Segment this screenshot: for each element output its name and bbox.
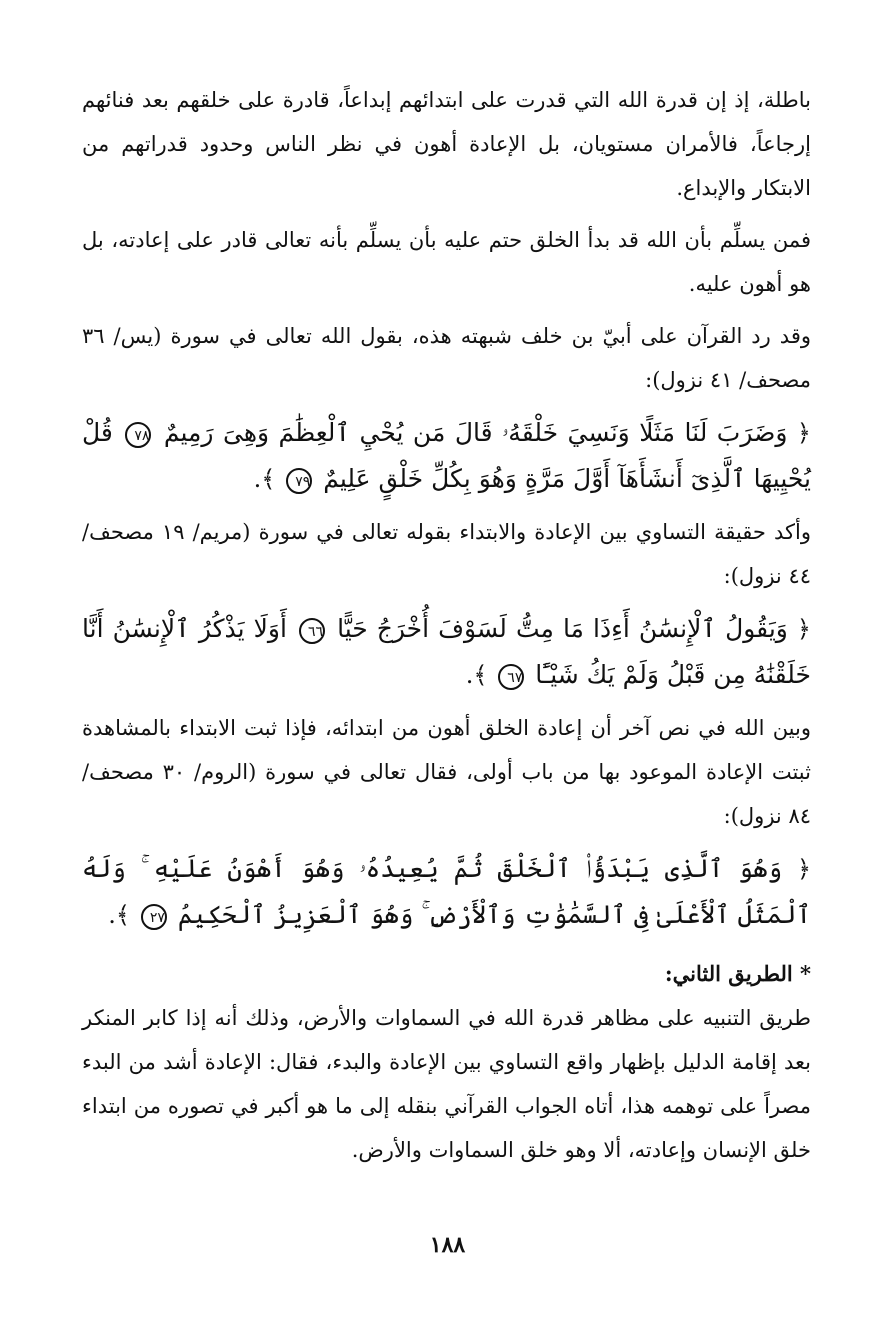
ayah-number-marker: ٢٧ — [141, 904, 167, 930]
verse-open-bracket: ﴿ — [796, 855, 811, 883]
verse-open-bracket: ﴿ — [796, 615, 811, 643]
verse-open-bracket: ﴿ — [796, 419, 811, 447]
verse-close-bracket: ﴾. — [465, 661, 488, 689]
verse-text: وَيَقُولُ ٱلْإِنسَٰنُ أَءِذَا مَا مِتُّ لَسَوْفَ أُخْرَجُ حَيًّا — [337, 614, 788, 643]
ayah-number-marker: ٦٧ — [498, 664, 524, 690]
verse-text: قُلْ يُحْيِيهَا ٱلَّذِىٓ أَنشَأَهَآ أَوَّلَ مَرَّةٍ وَهُوَ بِكُلِّ خَلْقٍ عَلِيمٌ — [82, 418, 811, 493]
paragraph-6: طريق التنبيه على مظاهر قدرة الله في السماوات والأرض، وذلك أنه إذا كابر المنكر بعد إقامة الدليل بإظهار واقع التساوي بين الإعادة والبدء، فقال: الإعادة أشد من البدء مصراً على توهمه هذا، أتاه الجواب القرآني بنقله إلى ما هو أكبر في تصوره من ابتداء خلق الإنسان وإعادته، ألا وهو خلق السماوات والأرض. — [82, 1006, 811, 1162]
page-number: ١٨٨ — [429, 1232, 466, 1258]
ayah-number-marker: ٧٩ — [286, 468, 312, 494]
verse-text: وَهُوَ ٱلَّذِى يَبْدَؤُا۟ ٱلْخَلْقَ ثُمَّ يُعِيدُهُۥ وَهُوَ أَهْوَنُ عَلَيْهِ ۚ وَلَهُ ٱلْمَثَلُ ٱلْأَعْلَىٰ فِى ٱلسَّمَٰوَٰتِ وَٱلْأَرْضِ ۚ وَهُوَ ٱلْعَزِيزُ ٱلْحَكِيمُ — [82, 854, 811, 929]
verse-close-bracket: ﴾. — [253, 465, 276, 493]
section-heading: * الطريق الثاني: — [664, 961, 811, 986]
verse-text: وَضَرَبَ لَنَا مَثَلًا وَنَسِيَ خَلْقَهُۥ قَالَ مَن يُحْيِ ٱلْعِظَٰمَ وَهِىَ رَمِيمٌ — [163, 418, 788, 447]
ayah-number-marker: ٧٨ — [125, 422, 151, 448]
quran-verse-maryam — [82, 606, 811, 698]
paragraph-4: وأكد حقيقة التساوي بين الإعادة والابتداء بقوله تعالى في سورة (مريم/ ١٩ مصحف/ ٤٤ نزول): — [82, 520, 811, 588]
paragraph-5: وبين الله في نص آخر أن إعادة الخلق أهون من ابتدائه، فإذا ثبت الابتداء بالمشاهدة ثبتت الإعادة الموعود بها من باب أولى، فقال تعالى في سورة (الروم/ ٣٠ مصحف/ ٨٤ نزول): — [82, 716, 811, 828]
verse-close-bracket: ﴾. — [108, 901, 130, 929]
quran-verse-rum — [82, 846, 811, 938]
verse-text: أَوَلَا يَذْكُرُ ٱلْإِنسَٰنُ أَنَّا خَلَقْنَٰهُ مِن قَبْلُ وَلَمْ يَكُ شَيْـًٔا — [82, 614, 811, 689]
ayah-number-marker: ٦٦ — [299, 618, 325, 644]
paragraph-3: وقد رد القرآن على أبيّ بن خلف شبهته هذه، بقول الله تعالى في سورة (يس/ ٣٦ مصحف/ ٤١ نزول): — [82, 324, 811, 392]
paragraph-1: باطلة، إذ إن قدرة الله التي قدرت على ابتدائهم إبداعاً، قادرة على خلقهم بعد فنائهم إرجاعاً، فالأمران مستويان، بل الإعادة أهون في نظر الناس وحدود قدراتهم من الابتكار والإبداع. — [82, 88, 811, 200]
paragraph-2: فمن يسلِّم بأن الله قد بدأ الخلق حتم عليه بأن يسلِّم بأنه تعالى قادر على إعادته، بل هو أهون عليه. — [82, 228, 811, 296]
quran-verse-yasin — [82, 410, 811, 502]
